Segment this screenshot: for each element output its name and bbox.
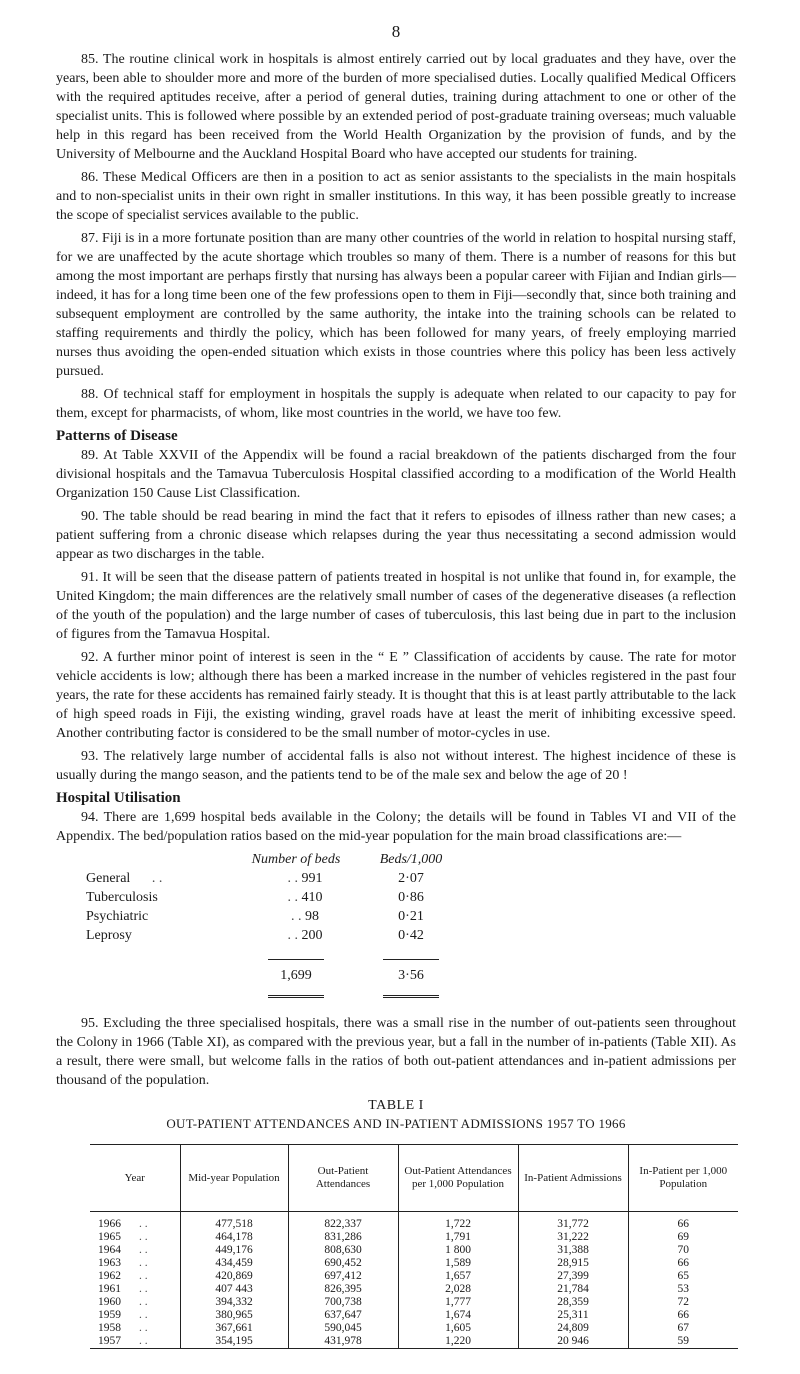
heading-patterns-of-disease: Patterns of Disease: [56, 428, 178, 444]
cell-in-patient-ratio: 72: [628, 1296, 738, 1309]
cell-out-patients: 831,286: [288, 1231, 398, 1244]
cell-population: 477,518: [180, 1212, 288, 1232]
cell-out-patient-ratio: 1,589: [398, 1257, 518, 1270]
cell-in-patients: 20 946: [518, 1335, 628, 1349]
cell-year: 1963: [98, 1257, 121, 1269]
cell-in-patient-ratio: 53: [628, 1283, 738, 1296]
cell-year: 1960: [98, 1296, 121, 1308]
cell-out-patients: 822,337: [288, 1212, 398, 1232]
beds-column-header: Number of beds: [251, 852, 341, 867]
cell-population: 420,869: [180, 1270, 288, 1283]
beds-row: Leprosy . . 200 0·42: [86, 926, 466, 945]
admissions-table: [90, 1144, 738, 1349]
cell-in-patients: 31,772: [518, 1212, 628, 1232]
header-out-patient-per-1000: Out-Patient Attendances per 1,000 Population: [398, 1145, 518, 1212]
cell-population: 380,965: [180, 1309, 288, 1322]
cell-out-patient-ratio: 1,605: [398, 1322, 518, 1335]
beds-row-ratio: 0·86: [398, 890, 424, 905]
beds-total-row: [86, 966, 466, 985]
beds-row-ratio: 2·07: [398, 871, 424, 886]
table-row: 1958 . . 367,661 590,045 1,605 24,809 67: [90, 1322, 738, 1335]
cell-in-patient-ratio: 66: [628, 1257, 738, 1270]
cell-in-patients: 24,809: [518, 1322, 628, 1335]
beds-row-count: 991: [301, 871, 323, 886]
cell-out-patient-ratio: 1,220: [398, 1335, 518, 1349]
beds-row-count: 200: [301, 928, 323, 943]
cell-in-patient-ratio: 59: [628, 1335, 738, 1349]
cell-year: 1959: [98, 1309, 121, 1321]
header-in-patient-per-1000: In-Patient per 1,000 Population: [628, 1145, 738, 1212]
cell-population: 434,459: [180, 1257, 288, 1270]
table-row: 1961 . . 407 443 826,395 2,028 21,784 53: [90, 1283, 738, 1296]
table-title: TABLE I: [368, 1098, 424, 1113]
table-subtitle: OUT-PATIENT ATTENDANCES AND IN-PATIENT ADMISSIONS 1957 TO 1966: [166, 1116, 626, 1131]
cell-out-patients: 637,647: [288, 1309, 398, 1322]
cell-in-patients: 21,784: [518, 1283, 628, 1296]
cell-year: 1966: [98, 1218, 121, 1230]
cell-out-patients: 590,045: [288, 1322, 398, 1335]
paragraph-88: 88. Of technical staff for employment in hospitals the supply is adequate when related to our capacity to pay for them, except for pharmacists, of whom, like most countries in the world, we have too few.: [56, 387, 736, 421]
beds-row-label: Leprosy: [86, 928, 132, 943]
cell-in-patient-ratio: 65: [628, 1270, 738, 1283]
ratio-total-double-rule: [383, 995, 439, 998]
paragraph-92: 92. A further minor point of interest is seen in the “ E ” Classification of accidents by cause. The rate for motor vehicle accidents is low; although there has been a marked increase in the number of vehicles registered in the past four years, the rate for these accidents has remained fairly steady. It is thought that this is at least partly attributable to the lack of high speed roads in Fiji, the existing winding, gravel roads have at least the merit of inhibiting excessive speed. Another contributing factor is considered to be the small number of motor-cycles in use.: [56, 650, 736, 741]
beds-row-label: General: [86, 871, 131, 886]
header-year: Year: [90, 1145, 180, 1212]
cell-out-patients: 700,738: [288, 1296, 398, 1309]
paragraph-95: 95. Excluding the three specialised hospitals, there was a small rise in the number of out-patients seen throughout the Colony in 1966 (Table XI), as compared with the previous year, but a fall in the number of in-patients (Table XII). As a result, there were small, but welcome falls in the ratios of both out-patient attendances and in-patient admissions per thousand of the population.: [56, 1016, 736, 1088]
cell-year: 1958: [98, 1322, 121, 1334]
cell-in-patients: 28,359: [518, 1296, 628, 1309]
table-row: 1957 . . 354,195 431,978 1,220 20 946 59: [90, 1335, 738, 1349]
cell-year: 1965: [98, 1231, 121, 1243]
beds-row-count: 410: [301, 890, 323, 905]
page-number: 8: [391, 22, 401, 41]
cell-out-patients: 431,978: [288, 1335, 398, 1349]
section-staffing: [56, 50, 736, 423]
beds-total: 1,699: [280, 968, 312, 983]
beds-subtotal-rule: [268, 959, 324, 960]
cell-out-patients: 690,452: [288, 1257, 398, 1270]
cell-out-patient-ratio: 1 800: [398, 1244, 518, 1257]
section-disease: [56, 446, 736, 785]
paragraph-89: 89. At Table XXVII of the Appendix will be found a racial breakdown of the patients discharged from the four divisional hospitals and the Tamavua Tuberculosis Hospital classified according to a modification of the World Health Organization 150 Cause List Classification.: [56, 448, 736, 501]
beds-row-ratio: 0·21: [398, 909, 424, 924]
cell-year: 1964: [98, 1244, 121, 1256]
cell-in-patient-ratio: 67: [628, 1322, 738, 1335]
cell-in-patient-ratio: 66: [628, 1309, 738, 1322]
cell-in-patients: 31,388: [518, 1244, 628, 1257]
cell-in-patients: 25,311: [518, 1309, 628, 1322]
cell-out-patient-ratio: 1,791: [398, 1231, 518, 1244]
paragraph-94: 94. There are 1,699 hospital beds available in the Colony; the details will be found in Tables VI and VII of the Appendix. The bed/population ratios based on the mid-year population for the main broad classifications are:—: [56, 810, 736, 844]
cell-out-patients: 697,412: [288, 1270, 398, 1283]
paragraph-86: 86. These Medical Officers are then in a position to act as senior assistants to the specialists in the main hospitals and to non-specialist units in their own right in smaller institutions. In this way, it has been possible greatly to increase the scope of specialist services available to the public.: [56, 170, 736, 223]
beds-row-label: Tuberculosis: [86, 890, 158, 905]
beds-row: Tuberculosis . . 410 0·86: [86, 888, 466, 907]
header-mid-year-population: Mid-year Population: [180, 1145, 288, 1212]
cell-population: 354,195: [180, 1335, 288, 1349]
heading-hospital-utilisation: Hospital Utilisation: [56, 790, 181, 806]
paragraph-91: 91. It will be seen that the disease pattern of patients treated in hospital is not unlike that found in, for example, the United Kingdom; the main differences are the relatively small number of cases of the degenerative diseases (a reflection of the youth of the population) and the large number of cases of tuberculosis, this last being due in part to the inclusion of figures from the Tamavua Hospital.: [56, 570, 736, 642]
table-row: 1964 . . 449,176 808,630 1 800 31,388 70: [90, 1244, 738, 1257]
header-in-patient-admissions: In-Patient Admissions: [518, 1145, 628, 1212]
cell-in-patient-ratio: 70: [628, 1244, 738, 1257]
ratio-total: 3·56: [398, 968, 424, 983]
table-row: 1965 . . 464,178 831,286 1,791 31,222 69: [90, 1231, 738, 1244]
beds-total-double-rule: [268, 995, 324, 998]
paragraph-85: 85. The routine clinical work in hospitals is almost entirely carried out by local graduates and they have, over the years, been able to shoulder more and more of the burden of more specialised duties. Locally qualified Medical Officers with the required aptitudes receive, after a period of general duties, training during attachment to one or other of the specialist units. This is followed where possible by an extended period of post-graduate training overseas; much valuable help in this regard has been received from the World Health Organization by the provision of funds, and by the University of Melbourne and the Auckland Hospital Board who have accepted our students for training.: [56, 52, 736, 162]
table-row: 1959 . . 380,965 637,647 1,674 25,311 66: [90, 1309, 738, 1322]
cell-year: 1961: [98, 1283, 121, 1295]
cell-in-patients: 27,399: [518, 1270, 628, 1283]
beds-row-label: Psychiatric: [86, 909, 149, 924]
table-row: 1960 . . 394,332 700,738 1,777 28,359 72: [90, 1296, 738, 1309]
beds-row: Psychiatric . . 98 0·21: [86, 907, 466, 926]
cell-population: 367,661: [180, 1322, 288, 1335]
beds-row-count: 98: [305, 909, 319, 924]
beds-row-ratio: 0·42: [398, 928, 424, 943]
cell-out-patient-ratio: 1,722: [398, 1212, 518, 1232]
header-out-patient-attendances: Out-Patient Attendances: [288, 1145, 398, 1212]
cell-in-patients: 28,915: [518, 1257, 628, 1270]
cell-out-patients: 826,395: [288, 1283, 398, 1296]
cell-year: 1962: [98, 1270, 121, 1282]
ratio-column-header: Beds/1,000: [379, 852, 443, 867]
cell-population: 407 443: [180, 1283, 288, 1296]
table-row: 1963 . . 434,459 690,452 1,589 28,915 66: [90, 1257, 738, 1270]
cell-out-patient-ratio: 1,777: [398, 1296, 518, 1309]
cell-out-patient-ratio: 1,674: [398, 1309, 518, 1322]
beds-row: General . . . . 991 2·07: [86, 869, 466, 888]
cell-population: 464,178: [180, 1231, 288, 1244]
cell-in-patient-ratio: 66: [628, 1212, 738, 1232]
paragraph-90: 90. The table should be read bearing in mind the fact that it refers to episodes of illness rather than new cases; a patient suffering from a chronic disease which relapses during the year thus necessitating a second admission would appear as two discharges in the table.: [56, 509, 736, 562]
cell-in-patients: 31,222: [518, 1231, 628, 1244]
cell-in-patient-ratio: 69: [628, 1231, 738, 1244]
cell-out-patients: 808,630: [288, 1244, 398, 1257]
table-row: 1962 . . 420,869 697,412 1,657 27,399 65: [90, 1270, 738, 1283]
paragraph-93: 93. The relatively large number of accidental falls is also not without interest. The highest incidence of these is usually during the mango season, and the patients tend to be of the male sex and below the age of 20 !: [56, 749, 736, 783]
cell-population: 449,176: [180, 1244, 288, 1257]
table-row: 1966 . . 477,518 822,337 1,722 31,772 66: [90, 1212, 738, 1232]
ratio-subtotal-rule: [383, 959, 439, 960]
cell-out-patient-ratio: 1,657: [398, 1270, 518, 1283]
cell-out-patient-ratio: 2,028: [398, 1283, 518, 1296]
cell-year: 1957: [98, 1335, 121, 1347]
beds-ratio-table: [86, 850, 736, 1004]
cell-population: 394,332: [180, 1296, 288, 1309]
paragraph-87: 87. Fiji is in a more fortunate position than are many other countries of the world in relation to hospital nursing staff, for we are unaffected by the acute shortage which troubles so many of them. There is a number of reasons for this but among the most important are perhaps firstly that nursing has always been a popular career with Fijian and Indian girls—indeed, it has for a long time been one of the few professions open to them in Fiji—secondly that, since both training and subsequent employment are controlled by the same authority, the intake into the training schools can be related to staffing requirements and thirdly the policy, which has been followed for many years, of freely employing married nurses thus avoiding the open-ended situation which exists in those countries where this policy has been less actively pursued.: [56, 231, 736, 379]
